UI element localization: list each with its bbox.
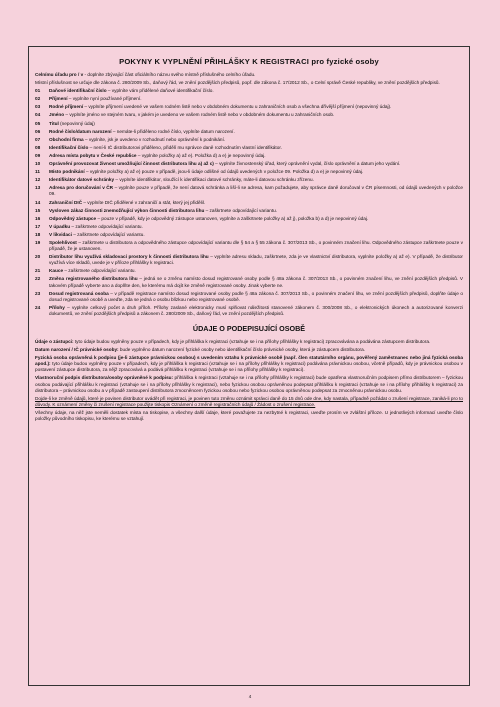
item-label: Titul bbox=[49, 120, 59, 126]
list-item bbox=[35, 240, 463, 252]
item-description: – vyplníte adresu skladu, zaškrtnete, zda je ve vlastnictví distributora, vyplníte položky a) až e). V případě, že distributor využívá více skladů, uvede je v příloze přihlášky k registraci. bbox=[49, 254, 463, 266]
intro-block bbox=[35, 72, 463, 86]
item-description: – vyplníte příjmení uvedené ve vašem rodném listě nebo v obdobném dokumentu u zahraničních osob a všechna dřívější příjmení (nepovinný údaj). bbox=[83, 104, 392, 110]
item-label: Rodné příjmení bbox=[49, 104, 84, 110]
list-item bbox=[35, 216, 463, 222]
item-description: – vyplníte identifikátor, sloužící k identifikaci datové schránky, máte-li datovou schránku zřízenu. bbox=[114, 177, 314, 183]
list-item bbox=[35, 104, 463, 110]
item-label: Zahraniční DIČ bbox=[49, 199, 83, 205]
item-label: V úpadku bbox=[49, 223, 71, 229]
item-number: 10 bbox=[35, 161, 41, 167]
list-item bbox=[35, 88, 463, 94]
item-label: Distributor lihu využívá skladovací prostory k činnosti distributora lihu bbox=[49, 254, 209, 260]
item-text bbox=[49, 112, 463, 118]
list-item bbox=[35, 177, 463, 183]
item-number: 12 bbox=[35, 177, 41, 183]
list-item bbox=[35, 305, 463, 317]
item-number: 23 bbox=[35, 290, 41, 296]
list-item bbox=[35, 291, 463, 303]
item-text bbox=[49, 161, 463, 167]
paragraph-label: Fyzická osoba oprávněná k podpisu (je-li zástupce právnickou osobou) s uvedením vztahu k právnické osobě (např. člen statutárního orgánu, pověřený zaměstnanec nebo jiná fyzická osoba apod.): bbox=[35, 355, 463, 367]
item-label: Oprávnění provozovat živnost umožňující činnost distributora lihu a) až c) bbox=[49, 161, 214, 167]
list-item bbox=[35, 185, 463, 197]
item-number: 24 bbox=[35, 304, 41, 310]
item-label: Změna registrovaného distributora lihu bbox=[49, 276, 138, 282]
item-text bbox=[49, 153, 463, 159]
item-label: V likvidaci bbox=[49, 231, 72, 237]
paragraph-label: Vlastnoruční podpis distributora/osoby oprávněné k podpisu: bbox=[35, 375, 174, 381]
list-item bbox=[35, 224, 463, 230]
paragraph-text: - doplníte zbývající část oficiálního názvu svého místně příslušného celního úřadu. bbox=[83, 72, 256, 77]
paragraph-text: tyto údaje budou vyplněny pouze v případech, kdy je přihláška k registraci (vztahuje se i na přílohy přihlášky k registraci) podávána právnickou osobou, včetně případů, kdy je právnickou osobou v postavení zástupce distributora, za nějž zpracovává a podává přihlášku k registraci (vztahuje se i na přílohy přihlášky k registraci). bbox=[35, 361, 463, 373]
item-description: – vyplníte pouze v případě, že není datová schránka a liší-li se adresa, kam požadujete, aby správce daně doručoval v ČR písemnosti, od údajů uvedených v položce 09. bbox=[49, 185, 464, 197]
item-number: 02 bbox=[35, 96, 41, 102]
change-notice: Dojde-li ke změně údajů, které je povinen distributor uvádět při registraci, je povinen tuto změnu oznámit správci daně do 15 dnů ode dne, kdy nastala, případně požádat o zrušení registrace, zaniká-li pro to důvody. K oznámení změny či zrušení registrace použijte tiskopis Oznámení o změně registračních údajů / Žádost o zrušení registrace. bbox=[35, 395, 463, 407]
paragraph-text: bude vyplněno datum narození fyzické osoby nebo identifikační číslo právnické osoby, která je zástupcem distributora. bbox=[118, 347, 366, 353]
list-item bbox=[35, 200, 463, 206]
item-description: – není-li IČ distributorovi přiděleno, přidělí mu správce daně rozhodnutím vlastní identifikátor. bbox=[88, 144, 282, 150]
item-number: 18 bbox=[35, 231, 41, 237]
item-description: – vyplníte jméno ve stejném tvaru, v jakém je uvedeno ve vašem rodném listě nebo v obdobném dokumentu u zahraničních osob. bbox=[64, 112, 335, 118]
item-text bbox=[49, 240, 463, 252]
item-text bbox=[49, 145, 463, 151]
item-text bbox=[49, 96, 463, 102]
item-number: 11 bbox=[35, 169, 40, 175]
signer-section bbox=[35, 339, 463, 394]
item-text bbox=[49, 137, 463, 143]
paragraph-label: Datum narození / IČ právnické osoby: bbox=[35, 347, 119, 353]
paragraph-label: Celnímu úřadu pro / v bbox=[35, 72, 84, 77]
item-text bbox=[49, 224, 463, 230]
item-label: Jméno bbox=[49, 112, 65, 118]
item-description: – zaškrtnete odpovídající variantu. bbox=[204, 207, 278, 213]
item-label: Příjmení bbox=[49, 96, 68, 102]
list-item bbox=[35, 276, 463, 288]
item-label: Spolehlivost bbox=[49, 239, 77, 245]
item-text bbox=[49, 276, 463, 288]
item-label: Identifikační číslo bbox=[49, 144, 89, 150]
list-item bbox=[35, 145, 463, 151]
item-number: 20 bbox=[35, 254, 41, 260]
item-text bbox=[49, 291, 463, 303]
paragraph bbox=[35, 339, 463, 345]
item-number: 07 bbox=[35, 136, 41, 142]
item-description: – jedná se o změnu namísto dosud registrované osoby podle § 48a zákona č. 307/2013 Sb., o povinném značení lihu, ve znění pozdějších předpisů. V takovém případě vyberte ano a doplňte den, ke kterému má dojít ke změně registrované osoby. Jinak vyberte ne. bbox=[49, 276, 463, 288]
item-number: 03 bbox=[35, 104, 41, 110]
item-label: Identifikátor datové schránky bbox=[49, 177, 115, 183]
item-label: Adresa pro doručování v ČR bbox=[49, 185, 114, 191]
item-label: Adresa místa pobytu v České republice bbox=[49, 152, 137, 158]
item-text bbox=[49, 185, 463, 197]
item-number: 15 bbox=[35, 207, 41, 213]
item-number: 13 bbox=[35, 185, 41, 191]
list-item bbox=[35, 232, 463, 238]
item-text bbox=[49, 177, 463, 183]
item-label: Dosud registrovaná osoba bbox=[49, 290, 109, 296]
paragraph bbox=[35, 72, 463, 78]
section-title: ÚDAJE O PODEPISUJÍCÍ OSOBĚ bbox=[192, 324, 306, 333]
item-number: 05 bbox=[35, 120, 41, 126]
item-number: 17 bbox=[35, 223, 41, 229]
list-item bbox=[35, 96, 463, 102]
item-text bbox=[49, 169, 463, 175]
list-item bbox=[35, 153, 463, 159]
item-description: – vyplníte živnostenský úřad, který oprávnění vydal, číslo oprávnění a datum jeho vydání. bbox=[213, 161, 401, 167]
list-item bbox=[35, 137, 463, 143]
closing-note: Všechny údaje, na něž jste neměli dostatek místa na tiskopise, a všechny další údaje, které považujete za nezbytné k registraci, uveďte prosím ve zvláštní příloze. U jednotlivých informací uveďte číslo položky původního tiskopisu, ke kterému se vztahují. bbox=[35, 409, 463, 422]
list-item bbox=[35, 112, 463, 118]
paragraph-label: Údaje o zástupci: bbox=[35, 339, 74, 344]
item-number: 06 bbox=[35, 128, 41, 134]
item-number: 09 bbox=[35, 152, 41, 158]
item-description: – vyplníte, jsk je uvedeno v rozhodnutí nebo oprávnění k podnikání. bbox=[83, 136, 226, 142]
item-text bbox=[49, 254, 463, 266]
item-description: – zaškrtnete odpovídající variantu. bbox=[71, 231, 145, 237]
list-item bbox=[35, 169, 463, 175]
item-label: Odpovědný zástupce bbox=[49, 215, 97, 221]
item-description: – zaškrtnete odpovídající variantu. bbox=[70, 223, 143, 229]
item-text bbox=[49, 129, 463, 135]
item-number: 01 bbox=[35, 88, 41, 94]
item-number: 04 bbox=[35, 112, 41, 118]
paragraph-text: přihláška k registraci (vztahuje se i na přílohy přihlášky k registraci) bude opatřena vlastnoručním podpisem přímo distributorem – fyzickou osobou podávající přihlášku k registraci (vztahuje se i na přílohy přihlášky k registraci), nebo fyzickou osobou oprávněnou podepsat přihlášku k registraci (vztahuje se i na přílohy přihlášky k registraci) za distributora – právnickou osobu a v případě zastoupení distributora zmocněncem fyzickou osobou nebo fyzickou osobou oprávněnou podepsat za zmocněnou právnickou osobu. bbox=[35, 375, 463, 393]
item-description: – vyplníte položky a) až e). Položka d) a e) je nepovinný údaj. bbox=[136, 152, 266, 158]
item-text bbox=[49, 88, 463, 94]
item-label: Obchodní firma bbox=[49, 136, 84, 142]
item-text bbox=[49, 104, 463, 110]
item-description: – vyplníte celkový počet a druh příloh. Přílohy zaslané elektronicky musí splňovat náležitosti stanovené zákonem č. 300/2008 Sb., o elektronických úkonech a autorizované konverzi dokumentů, ve znění pozdějších předpisů a zákonem č. 280/2009 Sb., daňový řád, ve znění pozdějších předpisů. bbox=[49, 304, 463, 316]
item-description: – vyplníte nyní používané příjmení. bbox=[67, 96, 142, 102]
list-item bbox=[35, 129, 463, 135]
item-description: – vyplníte položky a) až e) pouze v případě, jsou-li údaje odlišné od údajů uvedených v položce 09. Položka d) a e) je nepovinný údaj. bbox=[84, 169, 364, 175]
list-item bbox=[35, 161, 463, 167]
item-description: – nemáte-li přiděleno rodné číslo, vyplníte datum narození. bbox=[111, 128, 235, 134]
document-title: POKYNY K VYPLNĚNÍ PŘIHLÁŠKY K REGISTRACI pro fyzické osoby bbox=[119, 57, 379, 66]
item-label: Rodné číslo/datum narození bbox=[49, 128, 112, 134]
item-label: Místo podnikání bbox=[49, 169, 85, 175]
item-number: 14 bbox=[35, 199, 41, 205]
item-label: Vysloven zákaz činnosti znemožňující výkon činnosti distributora lihu bbox=[49, 207, 205, 213]
item-description: – vyplníte DIČ přidělené v zahraničí a stát, který jej přidělil. bbox=[82, 199, 206, 205]
item-text bbox=[49, 232, 463, 238]
paragraph bbox=[35, 80, 463, 86]
list-item bbox=[35, 268, 463, 274]
paragraph bbox=[35, 355, 463, 373]
paragraph bbox=[35, 347, 463, 353]
item-text bbox=[49, 268, 463, 274]
item-text bbox=[49, 208, 463, 214]
paragraph-text: tyto údaje budou vyplněny pouze v případech, kdy je přihláška k registraci (vztahuje se i na přílohy přihlášky k registraci) zpracovávána a podávána zástupcem distributora. bbox=[73, 339, 431, 344]
item-list bbox=[35, 88, 463, 317]
item-description: – v případě registrace namísto dosud registrované osoby podle § 48a zákona č. 307/2013 Sb., o povinném značení lihu, ve znění pozdějších předpisů, doplňte údaje o dosud registrované osobě a uveďte, zda se jedná o osobu blízkou nebo registrované osobě. bbox=[49, 290, 463, 302]
item-description: – zaškrtnete odpovídající variantu. bbox=[63, 268, 136, 274]
page-number: 4 bbox=[248, 694, 252, 699]
item-number: 08 bbox=[35, 144, 41, 150]
list-item bbox=[35, 208, 463, 214]
item-description: – zaškrtnete u distributora a odpovědného zástupce odpovídající variantu dle § 54 a § 55 zákona č. 307/2013 Sb., o povinném značení lihu. Odpovědného zástupce zaškrtnete pouze v případě, že je ustanoven. bbox=[49, 239, 463, 252]
item-number: 22 bbox=[35, 276, 41, 282]
item-text bbox=[49, 216, 463, 222]
item-label: Přílohy bbox=[49, 304, 65, 310]
item-text bbox=[49, 200, 463, 206]
paragraph-text: Místní příslušnost se určuje dle zákona č. 280/2009 Sb., daňový řád, ve znění pozdějších předpisů, popř. dle zákona č. 17/2012 Sb., o Celní správě České republiky, ve znění pozdějších předpisů. bbox=[35, 80, 440, 86]
instructions-frame bbox=[28, 46, 470, 686]
item-text bbox=[49, 121, 463, 127]
list-item bbox=[35, 121, 463, 127]
item-description: – pouze v případě, kdy je odpovědný zástupce ustanoven, vyplníte a zaškrtnete položky a) až j), položka b) a d) je nepovinný údaj. bbox=[96, 215, 369, 221]
list-item bbox=[35, 254, 463, 266]
item-label: Kauce bbox=[49, 268, 64, 274]
item-description: (nepovinný údaj) bbox=[58, 120, 95, 126]
item-label: Daňové identifikační číslo bbox=[49, 88, 107, 94]
item-number: 21 bbox=[35, 268, 41, 274]
item-text bbox=[49, 305, 463, 317]
item-description: – vyplníte vám přidělené daňové identifikační číslo. bbox=[106, 88, 214, 94]
item-number: 19 bbox=[35, 239, 41, 245]
item-number: 16 bbox=[35, 215, 41, 221]
paragraph bbox=[35, 375, 463, 393]
